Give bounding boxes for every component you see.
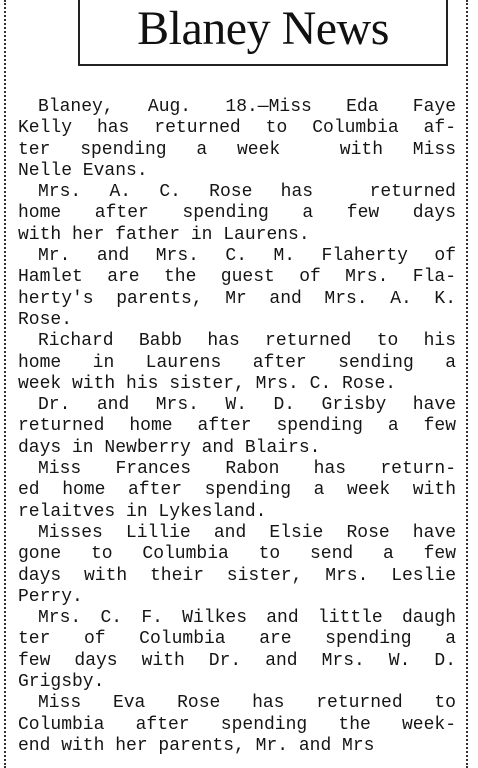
text-line: Miss Eva Rose has returned to bbox=[38, 693, 456, 714]
text-line: ed home after spending a week with bbox=[18, 480, 456, 501]
text-line: home after spending a few days bbox=[18, 203, 456, 224]
text-line: with her father in Laurens. bbox=[18, 224, 310, 245]
news-item-paragraph bbox=[18, 459, 456, 523]
text-line: Hamlet are the guest of Mrs. Fla- bbox=[18, 267, 456, 288]
text-line: relaitves in Lykesland. bbox=[18, 501, 267, 522]
text-line: Columbia after spending the week- bbox=[18, 714, 456, 735]
text-line: Nelle Evans. bbox=[18, 160, 148, 181]
headline-box bbox=[78, 0, 448, 66]
text-line: end with her parents, Mr. and Mrs bbox=[18, 735, 375, 756]
news-item-paragraph bbox=[18, 97, 456, 182]
news-item-paragraph bbox=[18, 523, 456, 608]
text-line: herty's parents, Mr and Mrs. A. K. bbox=[18, 288, 456, 309]
text-line: Richard Babb has returned to his bbox=[38, 331, 456, 352]
text-line: Kelly has returned to Columbia af- bbox=[18, 118, 456, 139]
text-line: home in Laurens after sending a bbox=[18, 352, 456, 373]
text-line: Mrs. A. C. Rose has returned bbox=[38, 182, 456, 203]
news-item-paragraph bbox=[18, 331, 456, 395]
text-line: Perry. bbox=[18, 586, 83, 607]
text-line: days in Newberry and Blairs. bbox=[18, 437, 321, 458]
news-item-paragraph bbox=[18, 182, 456, 246]
text-line: Dr. and Mrs. W. D. Grisby have bbox=[38, 395, 456, 416]
text-line: ter spending a week with Miss bbox=[18, 139, 456, 160]
text-line: returned home after spending a few bbox=[18, 416, 456, 437]
text-line: week with his sister, Mrs. C. Rose. bbox=[18, 373, 397, 394]
text-line: Misses Lillie and Elsie Rose have bbox=[38, 522, 456, 543]
column-rule-left bbox=[4, 0, 6, 768]
news-item-paragraph bbox=[18, 395, 456, 459]
news-item-paragraph bbox=[18, 608, 456, 693]
text-line: Miss Frances Rabon has return- bbox=[38, 459, 456, 480]
text-line: ter of Columbia are spending a bbox=[18, 629, 456, 650]
text-line: Rose. bbox=[18, 309, 73, 330]
column-rule-right bbox=[466, 0, 468, 768]
headline: Blaney News bbox=[137, 2, 389, 55]
text-line: few days with Dr. and Mrs. W. D. bbox=[18, 650, 456, 671]
article-body bbox=[18, 97, 456, 757]
text-line: gone to Columbia to send a few bbox=[18, 544, 456, 565]
text-line: Blaney, Aug. 18.—Miss Eda Faye bbox=[38, 97, 456, 117]
text-line: Mr. and Mrs. C. M. Flaherty of bbox=[38, 246, 456, 267]
text-line: Grigsby. bbox=[18, 672, 105, 693]
news-item-paragraph bbox=[18, 246, 456, 331]
text-line: Mrs. C. F. Wilkes and little daugh bbox=[38, 608, 456, 629]
news-item-paragraph bbox=[18, 693, 456, 757]
text-line: days with their sister, Mrs. Leslie bbox=[18, 565, 456, 586]
